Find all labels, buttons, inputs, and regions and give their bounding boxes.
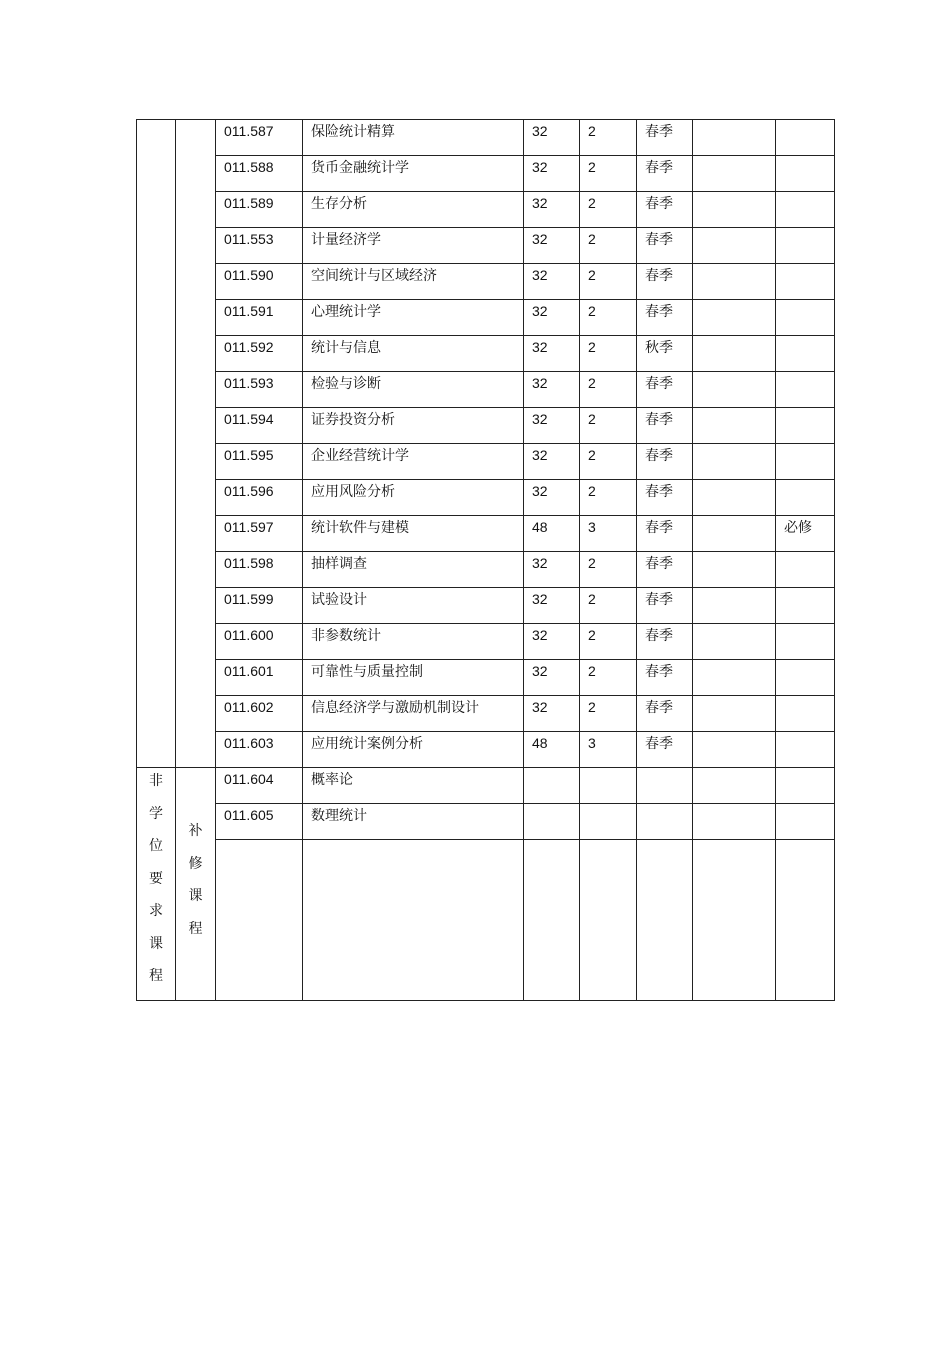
course-hours: 32	[524, 660, 580, 696]
course-credits: 2	[580, 120, 637, 156]
course-term: 春季	[637, 660, 693, 696]
course-remark	[693, 372, 776, 408]
category-cell	[137, 120, 176, 768]
table-row	[137, 300, 835, 336]
course-name: 检验与诊断	[303, 372, 524, 408]
course-note	[776, 120, 835, 156]
table-row	[137, 228, 835, 264]
type-char: 课	[188, 888, 203, 904]
category-char: 课	[149, 935, 163, 952]
course-remark	[693, 300, 776, 336]
table-row	[137, 480, 835, 516]
table-row	[137, 120, 835, 156]
course-remark	[693, 732, 776, 768]
course-credits: 2	[580, 156, 637, 192]
course-credits: 2	[580, 228, 637, 264]
course-remark	[693, 480, 776, 516]
course-note	[776, 624, 835, 660]
table-row	[137, 336, 835, 372]
course-code: 011.597	[216, 516, 303, 552]
category-char: 要	[149, 870, 163, 887]
course-code: 011.587	[216, 120, 303, 156]
course-code: 011.599	[216, 588, 303, 624]
table-row	[137, 804, 835, 840]
type-char: 修	[188, 855, 203, 872]
course-credits: 2	[580, 300, 637, 336]
course-remark	[693, 444, 776, 480]
course-credits: 2	[580, 444, 637, 480]
course-credits: 2	[580, 336, 637, 372]
course-note	[776, 444, 835, 480]
course-name: 信息经济学与激励机制设计	[303, 696, 524, 732]
course-note	[776, 336, 835, 372]
course-note	[776, 408, 835, 444]
course-code: 011.603	[216, 732, 303, 768]
course-hours: 32	[524, 372, 580, 408]
empty-cell	[580, 840, 637, 1000]
course-term: 春季	[637, 120, 693, 156]
course-term: 春季	[637, 552, 693, 588]
course-code: 011.601	[216, 660, 303, 696]
course-remark	[693, 156, 776, 192]
table-row	[137, 696, 835, 732]
course-term: 春季	[637, 192, 693, 228]
course-hours: 48	[524, 516, 580, 552]
course-remark	[693, 192, 776, 228]
supplementary-type-cell	[176, 768, 216, 1001]
course-note	[776, 768, 835, 804]
course-credits: 2	[580, 192, 637, 228]
course-hours: 32	[524, 264, 580, 300]
empty-cell	[637, 840, 693, 1000]
course-hours: 32	[524, 228, 580, 264]
type-cell	[176, 120, 216, 768]
course-term	[637, 804, 693, 840]
course-hours: 32	[524, 480, 580, 516]
course-note	[776, 732, 835, 768]
course-name: 货币金融统计学	[303, 156, 524, 192]
table-row	[137, 372, 835, 408]
course-hours: 32	[524, 552, 580, 588]
course-note	[776, 660, 835, 696]
empty-cell	[524, 840, 580, 1000]
course-remark	[693, 516, 776, 552]
course-code: 011.596	[216, 480, 303, 516]
course-note	[776, 228, 835, 264]
course-name: 可靠性与质量控制	[303, 660, 524, 696]
course-hours	[524, 768, 580, 804]
course-hours: 32	[524, 408, 580, 444]
course-hours: 32	[524, 192, 580, 228]
course-remark	[693, 228, 776, 264]
course-code: 011.605	[216, 804, 303, 840]
course-term: 春季	[637, 264, 693, 300]
course-credits: 2	[580, 408, 637, 444]
course-hours: 32	[524, 588, 580, 624]
table-row	[137, 192, 835, 228]
course-code: 011.604	[216, 768, 303, 804]
course-hours: 32	[524, 120, 580, 156]
course-code: 011.594	[216, 408, 303, 444]
course-remark	[693, 408, 776, 444]
course-note	[776, 696, 835, 732]
course-name: 企业经营统计学	[303, 444, 524, 480]
table-row	[137, 516, 835, 552]
course-term: 春季	[637, 480, 693, 516]
course-note	[776, 372, 835, 408]
course-code: 011.589	[216, 192, 303, 228]
elective-course-rows	[137, 120, 835, 768]
course-name: 计量经济学	[303, 228, 524, 264]
course-name: 应用统计案例分析	[303, 732, 524, 768]
empty-cell	[693, 840, 776, 1000]
course-credits: 2	[580, 372, 637, 408]
course-remark	[693, 696, 776, 732]
course-term: 春季	[637, 156, 693, 192]
course-code: 011.592	[216, 336, 303, 372]
course-name: 保险统计精算	[303, 120, 524, 156]
course-note	[776, 192, 835, 228]
course-credits	[580, 768, 637, 804]
category-char: 学	[149, 805, 163, 822]
course-name: 数理统计	[303, 804, 524, 840]
table-row	[137, 660, 835, 696]
course-credits: 2	[580, 552, 637, 588]
course-credits: 2	[580, 588, 637, 624]
table-row	[137, 408, 835, 444]
course-name: 统计与信息	[303, 336, 524, 372]
course-credits: 3	[580, 732, 637, 768]
course-remark	[693, 588, 776, 624]
course-remark	[693, 120, 776, 156]
course-hours: 32	[524, 156, 580, 192]
course-name: 概率论	[303, 768, 524, 804]
course-term: 春季	[637, 588, 693, 624]
course-code: 011.593	[216, 372, 303, 408]
course-hours	[524, 804, 580, 840]
table-row	[137, 732, 835, 768]
course-term: 春季	[637, 372, 693, 408]
course-name: 抽样调查	[303, 552, 524, 588]
course-credits: 2	[580, 480, 637, 516]
course-remark	[693, 660, 776, 696]
course-note: 必修	[776, 516, 835, 552]
course-credits	[580, 804, 637, 840]
course-note	[776, 804, 835, 840]
table-row	[137, 444, 835, 480]
course-term: 春季	[637, 516, 693, 552]
course-name: 统计软件与建模	[303, 516, 524, 552]
course-term: 春季	[637, 408, 693, 444]
course-note	[776, 156, 835, 192]
course-hours: 32	[524, 444, 580, 480]
category-char: 非	[149, 773, 163, 789]
course-remark	[693, 768, 776, 804]
course-credits: 2	[580, 696, 637, 732]
empty-cell	[216, 840, 303, 1000]
course-term: 春季	[637, 300, 693, 336]
table-row	[137, 768, 835, 804]
course-term	[637, 768, 693, 804]
course-term: 春季	[637, 732, 693, 768]
course-name: 空间统计与区域经济	[303, 264, 524, 300]
table-row	[137, 264, 835, 300]
course-credits: 2	[580, 660, 637, 696]
course-note	[776, 480, 835, 516]
course-name: 应用风险分析	[303, 480, 524, 516]
course-term: 春季	[637, 444, 693, 480]
non-degree-category-cell	[137, 768, 176, 1001]
course-code: 011.588	[216, 156, 303, 192]
course-credits: 2	[580, 264, 637, 300]
type-char: 程	[188, 920, 203, 937]
course-remark	[693, 624, 776, 660]
table-row	[137, 624, 835, 660]
course-note	[776, 588, 835, 624]
empty-row	[137, 840, 835, 1000]
table-row	[137, 552, 835, 588]
course-table	[136, 119, 835, 1001]
category-char: 程	[149, 968, 163, 984]
course-remark	[693, 336, 776, 372]
course-term: 春季	[637, 624, 693, 660]
course-code: 011.598	[216, 552, 303, 588]
course-code: 011.590	[216, 264, 303, 300]
course-note	[776, 300, 835, 336]
course-credits: 2	[580, 624, 637, 660]
course-hours: 32	[524, 300, 580, 336]
course-term: 春季	[637, 228, 693, 264]
course-hours: 32	[524, 624, 580, 660]
course-remark	[693, 552, 776, 588]
table-row	[137, 588, 835, 624]
course-note	[776, 264, 835, 300]
course-hours: 48	[524, 732, 580, 768]
category-char: 位	[149, 838, 163, 854]
course-hours: 32	[524, 696, 580, 732]
course-term: 春季	[637, 696, 693, 732]
course-name: 试验设计	[303, 588, 524, 624]
course-name: 非参数统计	[303, 624, 524, 660]
type-char: 补	[188, 823, 203, 839]
course-note	[776, 552, 835, 588]
table-row	[137, 156, 835, 192]
course-name: 心理统计学	[303, 300, 524, 336]
course-code: 011.553	[216, 228, 303, 264]
course-hours: 32	[524, 336, 580, 372]
supplementary-course-rows	[137, 768, 835, 1001]
course-code: 011.591	[216, 300, 303, 336]
course-credits: 3	[580, 516, 637, 552]
course-remark	[693, 264, 776, 300]
category-char: 求	[149, 903, 163, 919]
course-name: 证券投资分析	[303, 408, 524, 444]
course-code: 011.602	[216, 696, 303, 732]
course-name: 生存分析	[303, 192, 524, 228]
course-term: 秋季	[637, 336, 693, 372]
course-code: 011.595	[216, 444, 303, 480]
course-remark	[693, 804, 776, 840]
empty-cell	[303, 840, 524, 1000]
course-code: 011.600	[216, 624, 303, 660]
empty-cell	[776, 840, 835, 1000]
